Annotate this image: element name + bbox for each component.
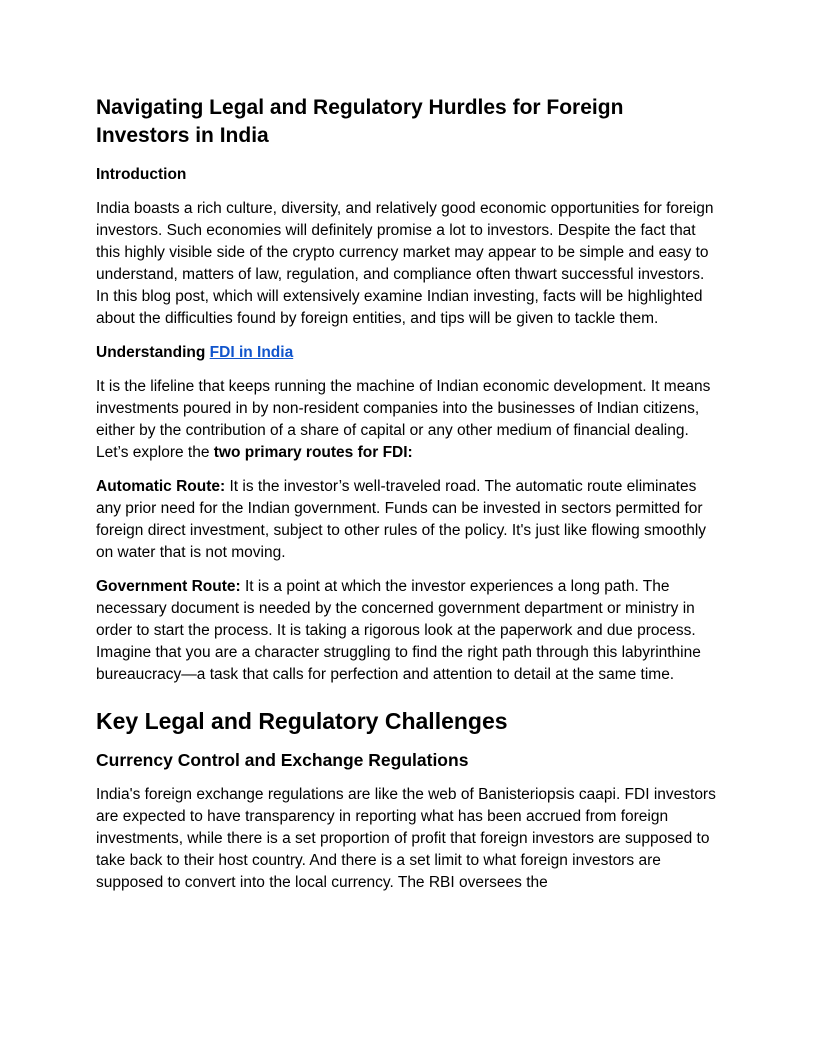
- fdi-paragraph-text: It is the lifeline that keeps running the machine of Indian economic development. It means investments poured in by non-resident companies into the businesses of Indian citizens, either by the contribution of a share of capital or any other medium of financial dealing. Let’s explore the: [96, 378, 711, 461]
- introduction-paragraph: India boasts a rich culture, diversity, and relatively good economic opportunities for foreign investors. Such economies will definitely promise a lot to investors. Despite the fact that this highly visible side of the crypto currency market may appear to be simple and easy to understand, matters of law, regulation, and compliance often thwart successful investors. In this blog post, which will extensively examine Indian investing, facts will be highlighted about the difficulties found by foreign entities, and tips will be given to tackle them.: [96, 200, 714, 327]
- introduction-heading: Introduction: [96, 166, 187, 183]
- document-title: Navigating Legal and Regulatory Hurdles for Foreign Investors in India: [96, 96, 624, 147]
- automatic-route-text: It is the investor’s well-traveled road. The automatic route eliminates any prior need for the Indian government. Funds can be invested in sectors permitted for foreign direct investment, subject to other rules of the policy. It's just like flowing smoothly on water that is not moving.: [96, 478, 707, 561]
- document-page: [96, 94, 720, 906]
- currency-control-paragraph: India's foreign exchange regulations are like the web of Banisteriopsis caapi. FDI investors are expected to have transparency in reporting what has been accrued from foreign investments, while there is a set proportion of profit that foreign investors are supposed to take back to their host country. And there is a set limit to what foreign investors are supposed to convert into the local currency. The RBI oversees the: [96, 786, 716, 891]
- understanding-fdi-heading-prefix: Understanding: [96, 344, 210, 361]
- challenges-heading: Key Legal and Regulatory Challenges: [96, 708, 508, 734]
- fdi-in-india-link[interactable]: FDI in India: [209, 344, 294, 361]
- government-route-paragraph: [96, 576, 720, 686]
- government-route-text: It is a point at which the investor experiences a long path. The necessary document is needed by the concerned government department or ministry in order to start the process. It is taking a rigorous look at the paperwork and due process. Imagine that you are a character struggling to find the right path through this labyrinthine bureaucracy—a task that calls for perfection and attention to detail at the same time.: [96, 578, 701, 683]
- automatic-route-paragraph: [96, 476, 720, 564]
- government-route-label: Government Route:: [96, 578, 241, 595]
- currency-control-heading: Currency Control and Exchange Regulations: [96, 750, 469, 770]
- understanding-fdi-heading: [96, 342, 720, 364]
- automatic-route-label: Automatic Route:: [96, 478, 226, 495]
- fdi-routes-bold: two primary routes for FDI:: [213, 444, 413, 461]
- fdi-paragraph: [96, 376, 720, 464]
